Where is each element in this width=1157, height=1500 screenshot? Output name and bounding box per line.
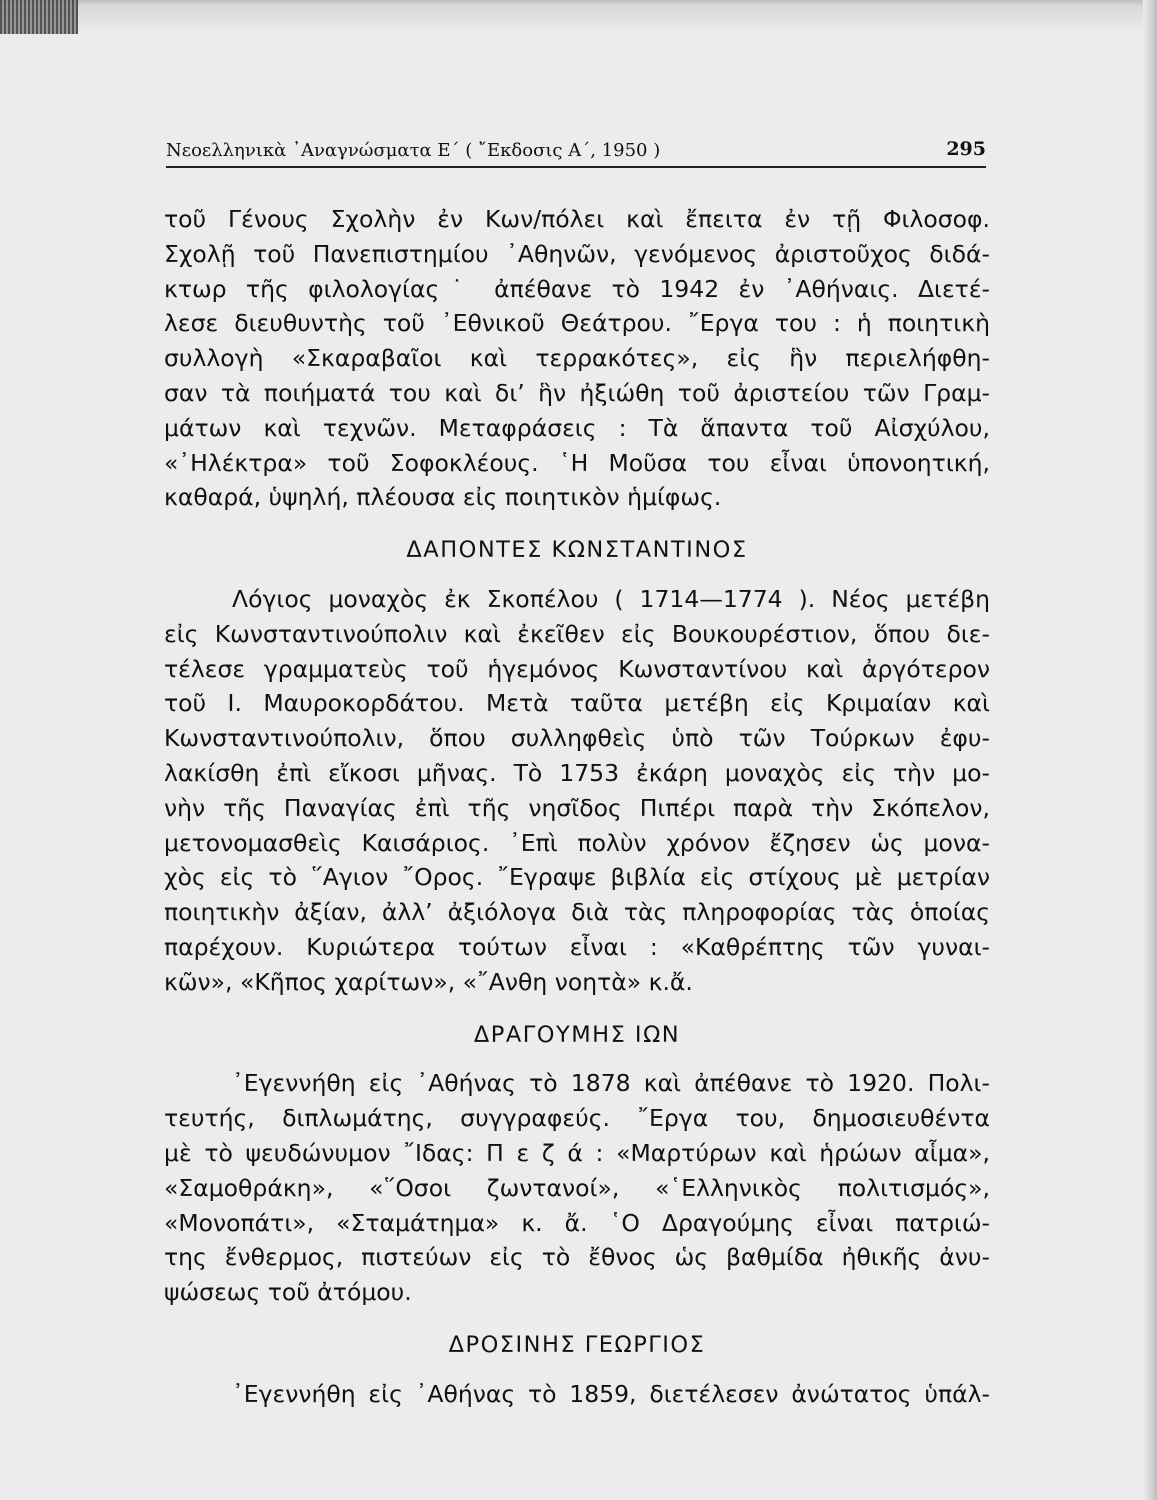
text-line: χὸς εἰς τὸ ῞Αγιον ῎Ορος. ῎Εγραψε βιβλία εἰς στίχους μὲ μετρίαν — [164, 863, 990, 892]
text-line: λεσε διευθυντὴς τοῦ ᾿Εθνικοῦ Θεάτρου. ῎Εργα του : ἡ ποιητικὴ — [164, 309, 990, 338]
body-text — [164, 202, 990, 1412]
entry-heading: ΔΡΑΓΟΥΜΗΣ ΙΩΝ — [473, 1021, 681, 1048]
text-line: ποιητικὴν ἀξίαν, ἀλλ’ ἀξιόλογα διὰ τὰς πληροφορίας τὰς ὁποίας — [164, 898, 990, 927]
text-line: ᾿Εγεννήθη εἰς ᾿Αθήνας τὸ 1878 καὶ ἀπέθανε τὸ 1920. Πολι- — [232, 1069, 990, 1098]
text-line: καθαρά, ὑψηλή, πλέουσα εἰς ποιητικὸν ἡμίφως. — [164, 483, 722, 512]
text-line: Κωνσταντινούπολιν, ὅπου συλληφθεὶς ὑπὸ τῶν Τούρκων ἐφυ- — [164, 724, 990, 753]
entry-heading: ΔΡΟΣΙΝΗΣ ΓΕΩΡΓΙΟΣ — [448, 1331, 706, 1358]
page-number: 295 — [946, 138, 986, 160]
scan-top-edge — [0, 0, 1157, 34]
entry-paragraph — [164, 1377, 990, 1412]
text-line: εἰς Κωνσταντινούπολιν καὶ ἐκεῖθεν εἰς Βουκουρέστιον, ὅπου διε- — [164, 619, 990, 648]
text-line: νὴν τῆς Παναγίας ἐπὶ τῆς νησῖδος Πιπέρι παρὰ τὴν Σκόπελον, — [164, 793, 990, 822]
text-line: κτωρ τῆς φιλολογίας˙ ἀπέθανε τὸ 1942 ἐν ᾿Αθήναις. Διετέ- — [164, 274, 990, 303]
text-line: Σχολῇ τοῦ Πανεπιστημίου ᾿Αθηνῶν, γενόμενος ἀριστοῦχος διδά- — [164, 239, 990, 268]
text-line: μετονομασθεὶς Καισάριος. ᾿Επὶ πολὺν χρόνον ἔζησεν ὡς μονα- — [164, 828, 990, 857]
text-line: μὲ τὸ ψευδώνυμον ῎Ιδας: Π ε ζ ά : «Μαρτύρων καὶ ἡρώων αἷμα», — [164, 1138, 990, 1167]
entry-heading: ΔΑΠΟΝΤΕΣ ΚΩΝΣΤΑΝΤΙΝΟΣ — [406, 537, 748, 564]
text-line: της ἔνθερμος, πιστεύων εἰς τὸ ἔθνος ὡς βαθμίδα ἠθικῆς ἀνυ- — [164, 1243, 990, 1272]
text-line: «Μονοπάτι», «Σταμάτημα» κ. ἄ. ῾Ο Δραγούμης εἶναι πατριώ- — [164, 1208, 990, 1237]
text-line: κῶν», «Κῆπος χαρίτων», «῎Ανθη νοητὰ» κ.ἄ. — [164, 967, 693, 996]
running-title: Νεοελληνικὰ ᾿Αναγνώσματα Ε΄ ( ῎Εκδοσις Α΄, 1950 ) — [166, 140, 661, 161]
text-line: λακίσθη ἐπὶ εἴκοσι μῆνας. Τὸ 1753 ἐκάρη μοναχὸς εἰς τὴν μο- — [164, 758, 990, 787]
text-line: συλλογὴ «Σκαραβαῖοι καὶ τερρακότες», εἰς ἣν περιελήφθη- — [164, 344, 990, 373]
text-line: τέλεσε γραμματεὺς τοῦ ἡγεμόνος Κωνσταντίνου καὶ ἀργότερον — [164, 654, 990, 683]
binding-mark — [0, 0, 78, 34]
text-line: «᾿Ηλέκτρα» τοῦ Σοφοκλέους. ῾Η Μοῦσα του εἶναι ὑπονοητική, — [164, 448, 990, 477]
text-line: μάτων καὶ τεχνῶν. Μεταφράσεις : Τὰ ἅπαντα τοῦ Αἰσχύλου, — [164, 413, 990, 442]
entry-paragraph — [164, 582, 990, 1000]
text-line: «Σαμοθράκη», «῞Οσοι ζωντανοί», «῾Ελληνικὸς πολιτισμός», — [164, 1173, 990, 1202]
text-line: ᾿Εγεννήθη εἰς ᾿Αθήνας τὸ 1859, διετέλεσεν ἀνώτατος ὑπάλ- — [232, 1379, 990, 1408]
text-line: ψώσεως τοῦ ἀτόμου. — [164, 1278, 412, 1307]
scan-right-edge — [1143, 0, 1157, 1500]
text-line: παρέχουν. Κυριώτερα τούτων εἶναι : «Καθρέπτης τῶν γυναι- — [164, 932, 990, 961]
text-line: τοῦ Γένους Σχολὴν ἐν Κων/πόλει καὶ ἔπειτα ἐν τῇ Φιλοσοφ. — [164, 205, 990, 233]
text-line: τοῦ Ι. Μαυροκορδάτου. Μετὰ ταῦτα μετέβη εἰς Κριμαίαν καὶ — [164, 689, 990, 718]
text-line: τευτής, διπλωμάτης, συγγραφεύς. ῎Εργα του, δημοσιευθέντα — [164, 1104, 990, 1133]
entry-paragraph — [164, 1066, 990, 1310]
running-header — [166, 136, 986, 168]
text-line: Λόγιος μοναχὸς ἐκ Σκοπέλου ( 1714—1774 ). Νέος μετέβη — [232, 584, 990, 613]
continuation-paragraph — [164, 202, 990, 515]
text-line: σαν τὰ ποιήματά του καὶ δι’ ἣν ἠξιώθη τοῦ ἀριστείου τῶν Γραμ- — [164, 378, 990, 407]
